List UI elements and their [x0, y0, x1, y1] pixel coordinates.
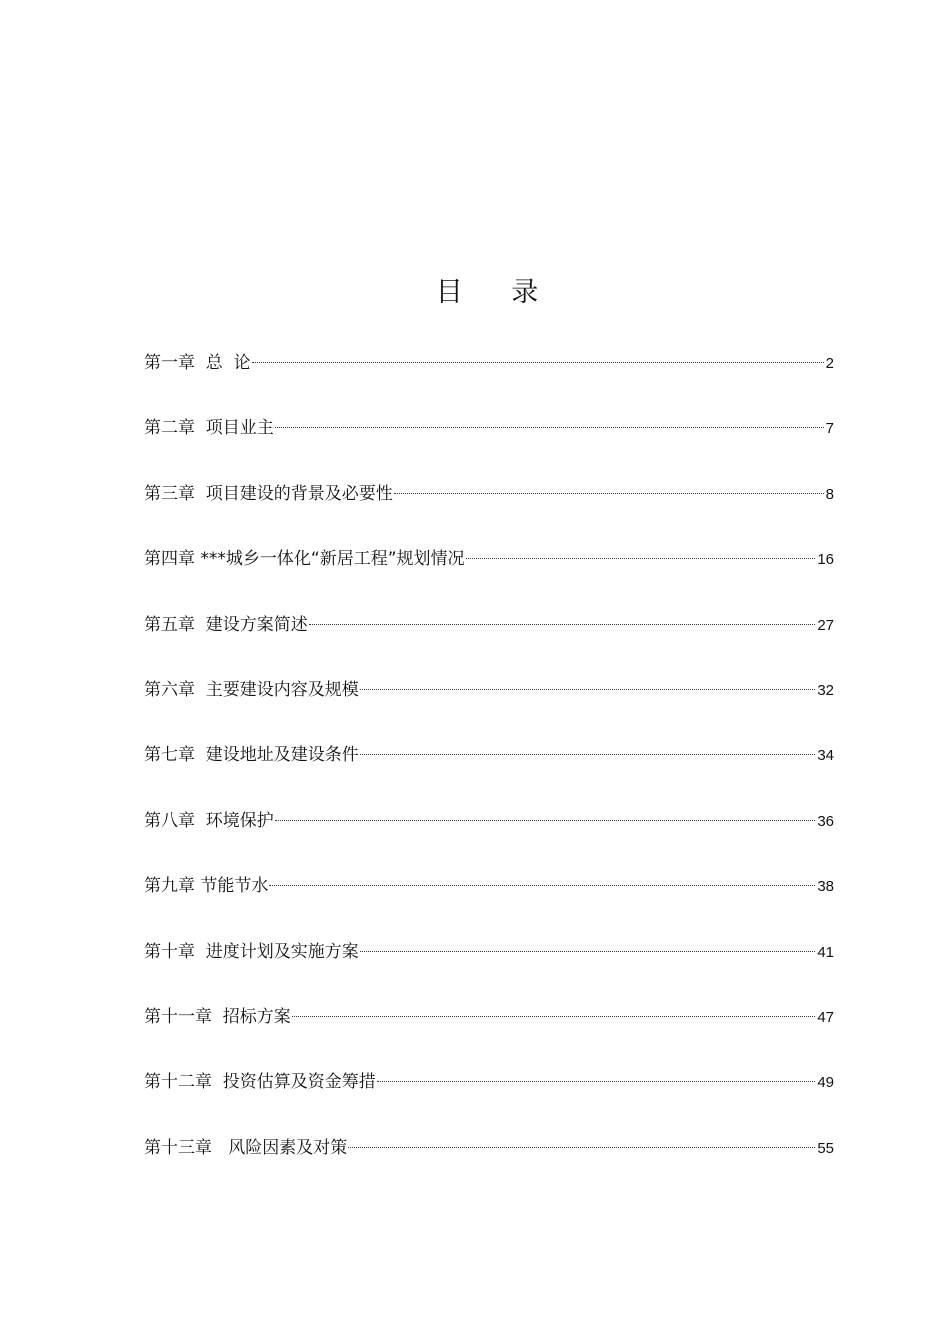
toc-entry[interactable]	[144, 606, 834, 671]
toc-entry[interactable]	[144, 802, 834, 867]
toc-dot-leader	[394, 493, 824, 494]
toc-entry-page: 32	[817, 681, 834, 699]
toc-entry[interactable]	[144, 933, 834, 998]
toc-dot-leader	[252, 362, 824, 363]
toc-entry-label: 第九章 节能节水	[144, 876, 269, 897]
toc-dot-leader	[275, 820, 816, 821]
toc-entry-page: 27	[817, 616, 834, 634]
toc-entry-label: 第八章 环境保护	[144, 810, 274, 831]
toc-dot-leader	[292, 1016, 816, 1017]
toc-entry-page: 47	[817, 1008, 834, 1026]
toc-entry[interactable]	[144, 998, 834, 1063]
toc-entry-label: 第四章 ***城乡一体化“新居工程”规划情况	[144, 549, 465, 570]
toc-entry[interactable]	[144, 736, 834, 801]
toc-entry-page: 7	[825, 420, 834, 438]
toc-entry[interactable]	[144, 671, 834, 736]
toc-dot-leader	[360, 951, 816, 952]
toc-title: 目 录	[435, 277, 559, 309]
toc-entry-page: 41	[817, 943, 834, 961]
toc-entry-label: 第十三章 风险因素及对策	[144, 1137, 348, 1158]
toc-entry-label: 第三章 项目建设的背景及必要性	[144, 483, 393, 504]
toc-entry-page: 55	[817, 1139, 834, 1157]
toc-entry-page: 34	[817, 747, 834, 765]
toc-entry-label: 第六章 主要建设内容及规模	[144, 679, 359, 700]
toc-entry-page: 36	[817, 812, 834, 830]
toc-entry-label: 第十一章 招标方案	[144, 1006, 291, 1027]
toc-entry-label: 第一章 总 论	[144, 353, 251, 373]
toc-entry-page: 38	[817, 878, 834, 896]
toc-entry[interactable]	[144, 867, 834, 932]
toc-dot-leader	[348, 1147, 815, 1148]
toc-entry[interactable]	[144, 1063, 834, 1128]
toc-entry-label: 第十章 进度计划及实施方案	[144, 941, 359, 962]
toc-dot-leader	[360, 689, 816, 690]
toc-entry-page: 2	[825, 355, 834, 372]
toc-dot-leader	[377, 1081, 816, 1082]
table-of-contents	[144, 344, 834, 1194]
toc-dot-leader	[360, 754, 816, 755]
toc-entry-label: 第十二章 投资估算及资金筹措	[144, 1072, 376, 1093]
toc-entry-label: 第五章 建设方案简述	[144, 614, 308, 635]
toc-dot-leader	[309, 624, 816, 625]
toc-entry[interactable]	[144, 540, 834, 605]
toc-entry[interactable]	[144, 344, 834, 409]
toc-entry[interactable]	[144, 475, 834, 540]
toc-entry-page: 16	[817, 551, 834, 569]
toc-dot-leader	[275, 427, 824, 428]
toc-entry[interactable]	[144, 409, 834, 474]
toc-dot-leader	[466, 558, 816, 559]
toc-entry-label: 第七章 建设地址及建设条件	[144, 745, 359, 766]
toc-entry-page: 49	[817, 1074, 834, 1092]
toc-entry-label: 第二章 项目业主	[144, 418, 274, 439]
toc-entry[interactable]	[144, 1129, 834, 1194]
toc-entry-page: 8	[825, 485, 834, 503]
toc-dot-leader	[269, 885, 815, 886]
